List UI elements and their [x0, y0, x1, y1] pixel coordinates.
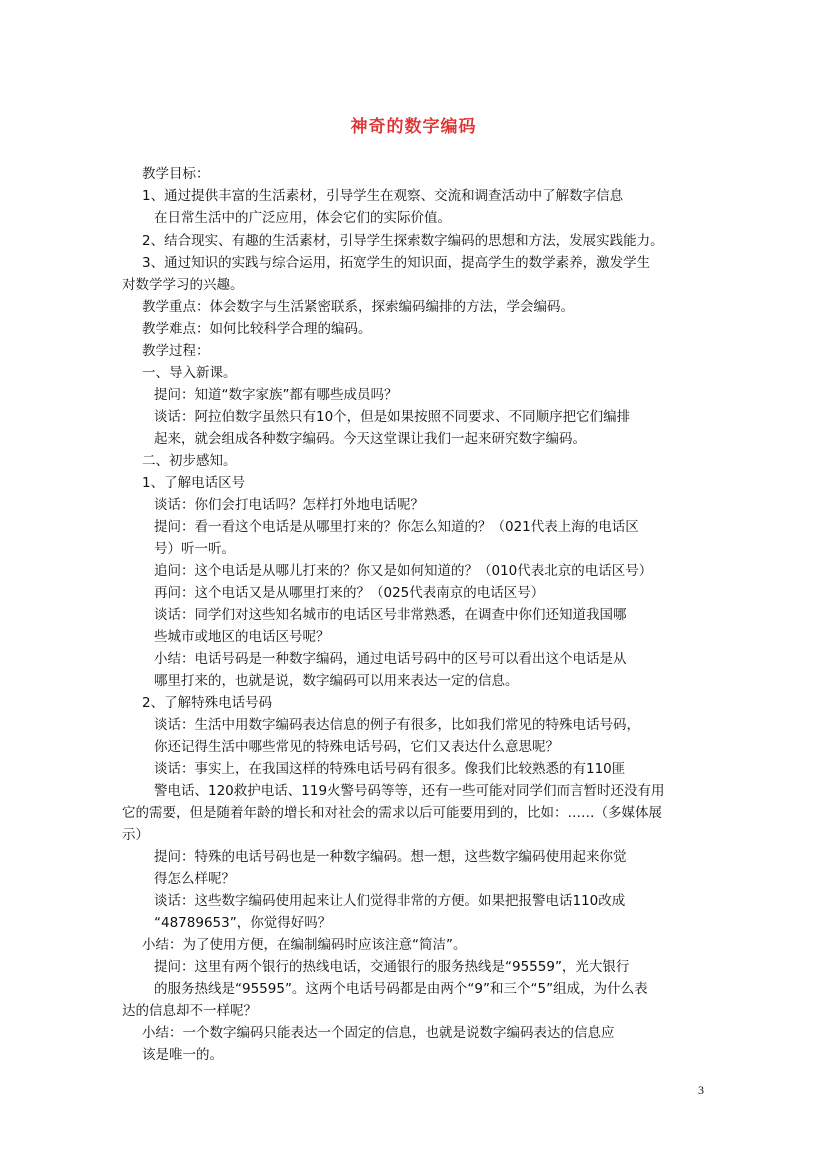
- text-line: 在日常生活中的广泛应用，体会它们的实际价值。: [154, 210, 451, 226]
- text-line: 达的信息却不一样呢？: [122, 1003, 257, 1019]
- text-line: 1、了解电话区号: [142, 475, 246, 491]
- text-line: 该是唯一的。: [142, 1047, 223, 1063]
- text-line: 谈话：事实上，在我国这样的特殊电话号码有很多。像我们比较熟悉的有110匪: [154, 761, 626, 777]
- text-line: 谈话：这些数字编码使用起来让人们觉得非常的方便。如果把报警电话110改成: [154, 893, 626, 909]
- text-line: 警电话、120救护电话、119火警号码等等，还有一些可能对同学们而言暂时还没有用: [154, 783, 665, 799]
- text-line: 谈话：生活中用数字编码表达信息的例子有很多，比如我们常见的特殊电话号码，: [154, 717, 640, 733]
- text-line: 的服务热线是“95595”。这两个电话号码都是由两个“9”和三个“5”组成，为什么表: [154, 981, 648, 997]
- text-line: 提问：知道“数字家族”都有哪些成员吗？: [154, 387, 398, 403]
- text-line: “48789653”，你觉得好吗？: [154, 915, 332, 931]
- text-line: 再问：这个电话又是从哪里打来的？（025代表南京的电话区号）: [154, 585, 545, 601]
- text-line: 提问：特殊的电话号码也是一种数字编码。想一想，这些数字编码使用起来你觉: [154, 849, 627, 865]
- text-line: 追问：这个电话是从哪儿打来的？你又是如何知道的？（010代表北京的电话区号）: [154, 563, 653, 579]
- text-line: 小结：电话号码是一种数字编码，通过电话号码中的区号可以看出这个电话是从: [154, 651, 627, 667]
- text-line: 对数学学习的兴趣。: [122, 277, 244, 293]
- text-line: 哪里打来的，也就是说，数字编码可以用来表达一定的信息。: [154, 673, 519, 689]
- text-line: 些城市或地区的电话区号呢？: [154, 629, 330, 645]
- text-line: 小结：为了使用方便，在编制编码时应该注意“简洁”。: [142, 937, 467, 953]
- text-line: 2、了解特殊电话号码: [142, 695, 273, 711]
- text-line: 教学过程：: [142, 343, 210, 359]
- text-line: 得怎么样呢？: [154, 871, 235, 887]
- text-line: 它的需要，但是随着年龄的增长和对社会的需求以后可能要用到的，比如：……（多媒体展: [122, 805, 662, 821]
- text-line: 示）: [122, 827, 149, 843]
- text-line: 3、通过知识的实践与综合运用，拓宽学生的知识面，提高学生的数学素养，激发学生: [142, 255, 651, 271]
- text-line: 提问：看一看这个电话是从哪里打来的？你怎么知道的？（021代表上海的电话区: [154, 519, 639, 535]
- text-line: 一、导入新课。: [142, 365, 237, 381]
- text-line: 谈话：同学们对这些知名城市的电话区号非常熟悉，在调查中你们还知道我国哪: [154, 607, 627, 623]
- text-line: 号）听一听。: [154, 541, 235, 557]
- text-line: 2、结合现实、有趣的生活素材，引导学生探索数字编码的思想和方法，发展实践能力。: [142, 233, 664, 249]
- page-number: 3: [698, 1083, 704, 1097]
- text-line: 教学目标：: [142, 166, 210, 182]
- text-line: 提问：这里有两个银行的热线电话，交通银行的服务热线是“95559”，光大银行: [154, 959, 630, 975]
- text-line: 起来，就会组成各种数字编码。今天这堂课让我们一起来研究数字编码。: [154, 431, 586, 447]
- text-line: 你还记得生活中哪些常见的特殊电话号码，它们又表达什么意思呢？: [154, 739, 559, 755]
- text-line: 二、初步感知。: [142, 453, 237, 469]
- text-line: 小结：一个数字编码只能表达一个固定的信息，也就是说数字编码表达的信息应: [142, 1025, 615, 1041]
- text-line: 教学重点：体会数字与生活紧密联系，探索编码编排的方法，学会编码。: [142, 299, 574, 315]
- text-line: 教学难点：如何比较科学合理的编码。: [142, 321, 372, 337]
- page-title: 神奇的数字编码: [350, 117, 477, 137]
- text-line: 1、通过提供丰富的生活素材，引导学生在观察、交流和调查活动中了解数字信息: [142, 188, 624, 204]
- text-line: 谈话：阿拉伯数字虽然只有10个，但是如果按照不同要求、不同顺序把它们编排: [154, 409, 631, 425]
- text-line: 谈话：你们会打电话吗？怎样打外地电话呢？: [154, 497, 424, 513]
